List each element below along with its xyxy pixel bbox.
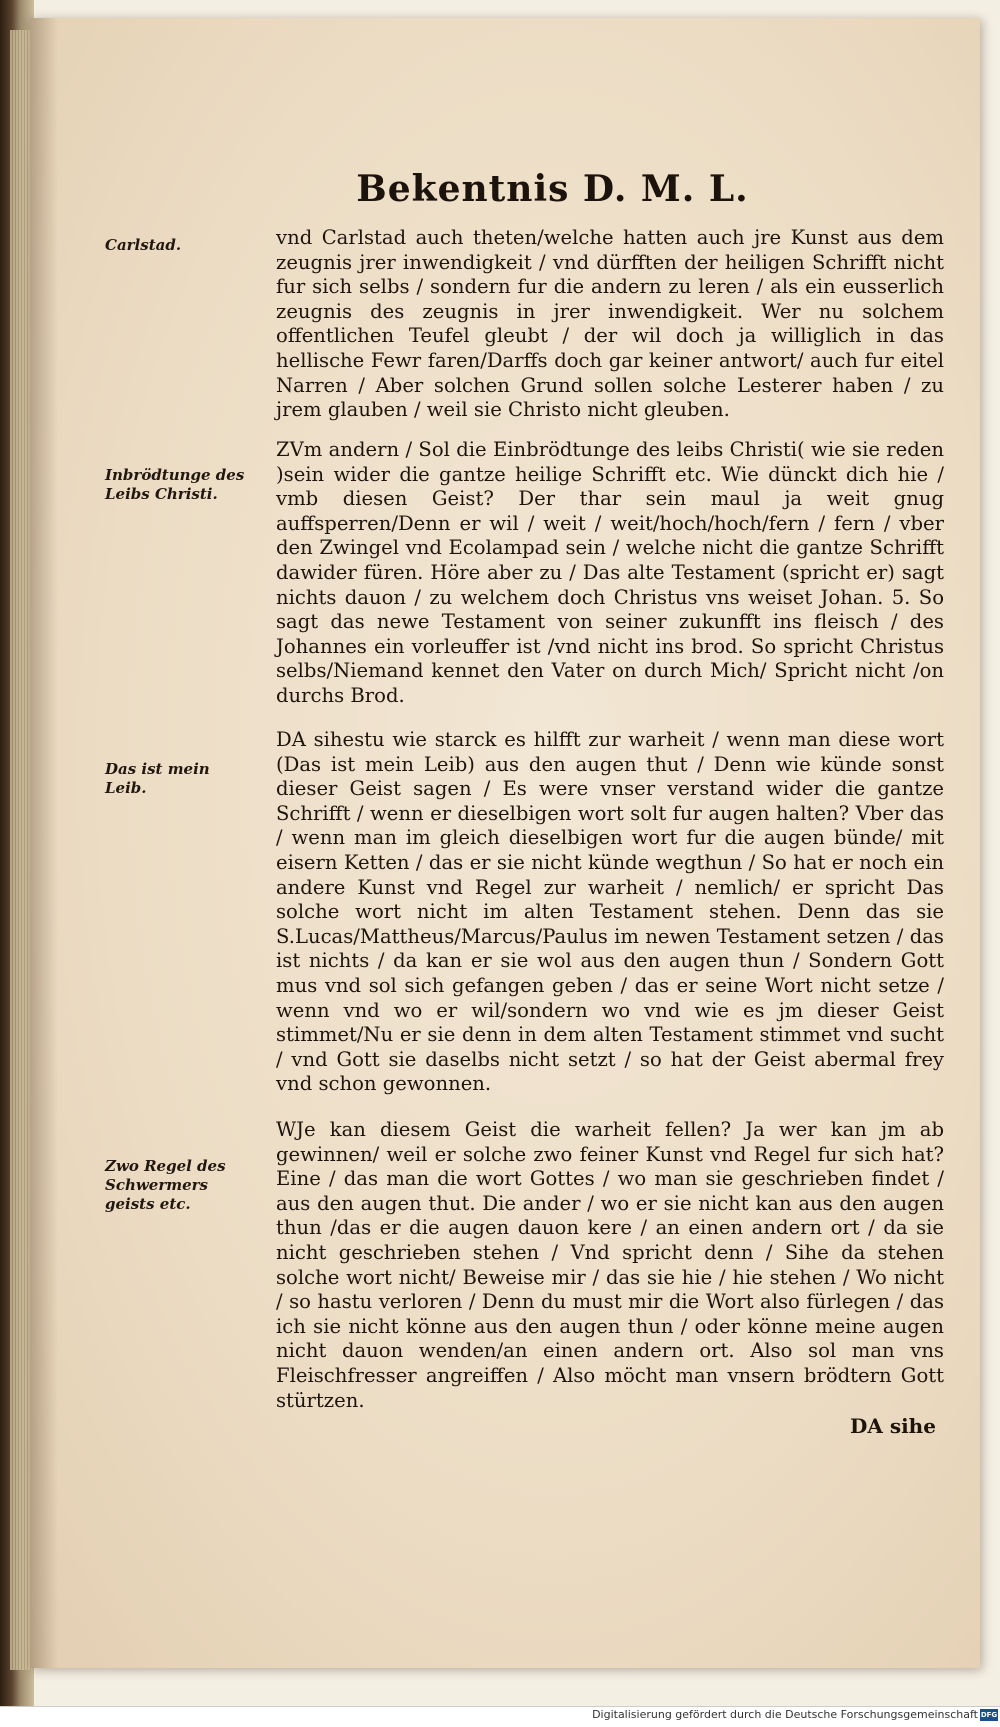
paragraph-4-text: WJe kan diesem Geist die warheit fellen? Ja wer kan jm ab gewinnen/ weil er solche zwo feiner Kunst vnd Regel fur sich hat? Eine / das man die wort Gottes / wo man sie geschrieben findet / aus den augen thut. Die ander / wo er sie nicht kan aus den augen thun /das er die augen dauon kere / an einen andern ort / da sie nicht geschrieben stehen / Vnd spricht denn / Sihe da stehen solche wort nicht/ Beweise mir / das sie hie / hie stehen / Wo nicht / so hastu verloren / Denn du must mir die Wort also fürlegen / das ich sie nicht könne aus den augen thun / oder könne meine augen nicht dauon wenden/an einen andern ort. Also sol man vns Fleischfresser angreiffen / Also möcht man vnsern brödtern Gott stürtzen. (276, 1118, 944, 1412)
marginal-note-4: Zwo Regel des Schwermers geists etc. (105, 1157, 226, 1213)
running-title-text: Bekentnis D. M. L. (356, 168, 749, 210)
gutter-shadow (30, 18, 58, 1668)
book-page (30, 18, 980, 1668)
paragraph-4 (276, 1118, 944, 1413)
running-title (30, 168, 980, 210)
funding-credit: Digitalisierung gefördert durch die Deutsche Forschungsgemeinschaft (592, 1708, 978, 1721)
paragraph-3 (276, 728, 944, 1097)
catchword: DA sihe (850, 1414, 936, 1438)
marginal-note-3: Das ist mein Leib. (105, 760, 210, 797)
paragraph-1-text: vnd Carlstad auch theten/welche hatten auch jre Kunst aus dem zeugnis jrer inwendigkeit / vnd dürfften der heiligen Schrifft nicht fur sich selbs / sondern fur die andern zu leren / als ein eusserlich zeugnis des zeugnis in jrer inwendigkeit. Wer nu solchem offentlichen Teufel gleubt / der wil doch ja williglich in das hellische Fewr faren/Darffs doch gar keiner antwort/ auch fur eitel Narren / Aber solchen Grund sollen solche Lesterer haben / zu jrem glauben / weil sie Christo nicht gleuben. (276, 226, 944, 422)
marginal-note-2: Inbrödtunge des Leibs Christi. (105, 466, 245, 503)
paragraph-2 (276, 438, 944, 709)
paragraph-3-text: DA sihestu wie starck es hilfft zur warheit / wenn man diese wort (Das ist mein Leib) aus den augen thut / Denn wie künde sonst dieser Geist sagen / Es were vnser verstand wider die gantze Schrifft / wenn er dieselbigen wort solt fur augen halten? Vber das / wenn man im gleich dieselbigen wort fur die augen bünde/ mit eisern Ketten / das er sie nicht künde wegthun / So hat er noch ein andere Kunst vnd Regel zur warheit / nemlich/ er spricht Das solche wort nicht im alten Testament stehen. Denn das sie S.Lucas/Mattheus/Marcus/Paulus im newen Testament setzen / das ist nichts / da kan er sie wol aus den augen thun / Sondern Gott mus vnd sol sich gefangen geben / das er seine Wort nicht setze / wenn vnd wo er wil/sondern wo vnd wie es jm dieser Geist stimmet/Nu er sie denn in dem alten Testament stimmet vnd sucht / vnd Gott sie daselbs nicht setzt / so hat der Geist abermal frey vnd schon gewonnen. (276, 728, 944, 1096)
dfg-logo-icon: DFG (980, 1711, 998, 1719)
paragraph-2-text: ZVm andern / Sol die Einbrödtunge des leibs Christi( wie sie reden )sein wider die gantze heilige Schrifft etc. Wie dünckt dich hie / vmb diesen Geist? Der thar sein maul ja weit gnug auffsperren/Denn er wil / weit / weit/hoch/hoch/fern / fern / vber den Zwingel vnd Ecolampad sein / welche nicht die gantze Schrifft dawider füren. Höre aber zu / Das alte Testament (spricht er) sagt nichts dauon / zu welchem doch Christus vns weiset Johan. 5. So sagt das newe Testament von seiner zukunfft ins fleisch / des Johannes ein vorleuffer ist /vnd nicht ins brod. So spricht Christus selbs/Niemand kennet den Vater on durch Mich/ Spricht nicht /on durchs Brod. (276, 438, 944, 707)
paragraph-1 (276, 226, 944, 423)
marginal-note-1: Carlstad. (105, 236, 182, 254)
